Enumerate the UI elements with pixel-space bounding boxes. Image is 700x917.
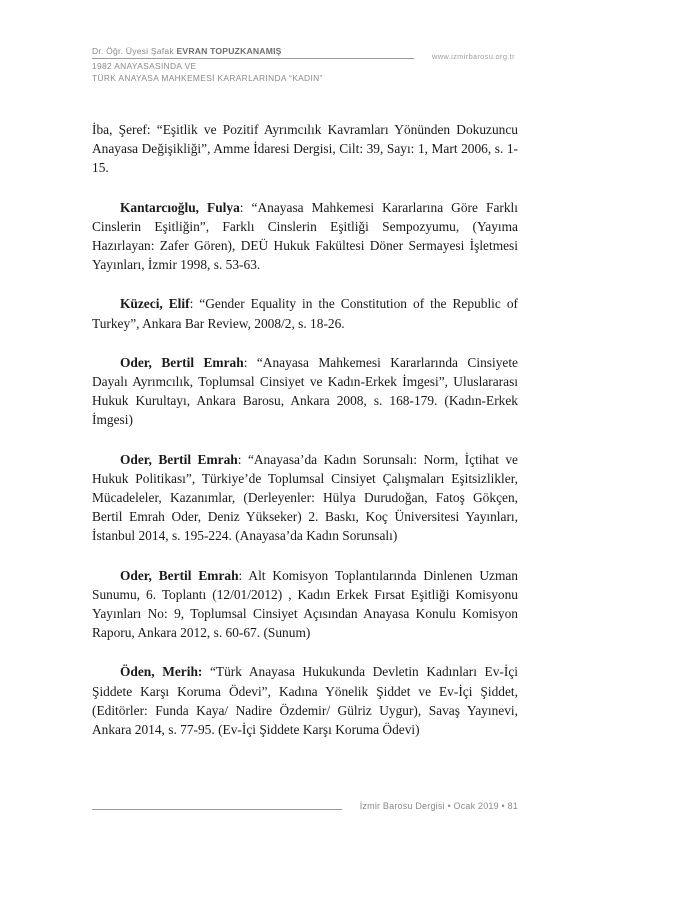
- entry-author: Oder, Bertil Emrah: [120, 567, 239, 583]
- bibliography: [92, 120, 518, 759]
- bibliography-entry: [92, 353, 518, 430]
- bibliography-entry: [92, 566, 518, 643]
- entry-text: : Alt Komisyon Toplantılarında Dinlenen Uzman Sunumu, 6. Toplantı (12/01/2012) , Kadın Erkek Fırsat Eşitliği Komisyonu Yayınları No: 9, Toplumsal Cinsiyet Açısından Anayasa Konulu Komisyon Raporu, Ankara 2012, s. 60-67. (Sunum): [92, 567, 518, 641]
- entry-text: İba, Şeref: “Eşitlik ve Pozitif Ayrımcılık Kavramları Yönünden Dokuzuncu Anayasa Değişikliği”, Amme İdaresi Dergisi, Cilt: 39, Sayı: 1, Mart 2006, s. 1-15.: [92, 122, 518, 176]
- subtitle-line-1: 1982 ANAYASASINDA VE: [92, 61, 197, 71]
- entry-author: Öden, Merih:: [120, 664, 203, 680]
- website-url: www.izmirbarosu.org.tr: [432, 52, 515, 61]
- entry-text: : “Anayasa Mahkemesi Kararlarına Göre Farklı Cinslerin Eşitliğin”, Farklı Cinslerin Eşitliği Sempozyumu, (Yayıma Hazırlayan: Zafer Gören), DEÜ Hukuk Fakültesi Döner Sermayesi İşletmesi Yayınları, İzmir 1998, s. 53-63.: [92, 199, 518, 273]
- subtitle-line-2: TÜRK ANAYASA MAHKEMESİ KARARLARINDA “KADIN”: [92, 72, 323, 83]
- footer-journal-info: İzmir Barosu Dergisi • Ocak 2019 • 81: [359, 801, 518, 811]
- bibliography-entry: [92, 662, 518, 739]
- entry-author: Oder, Bertil Emrah: [120, 354, 244, 370]
- entry-author: Oder, Bertil Emrah: [120, 451, 238, 467]
- header-divider: [92, 58, 414, 59]
- author-prefix: Dr. Öğr. Üyesi Şafak: [92, 46, 174, 56]
- bibliography-entry: [92, 294, 518, 332]
- author-name: EVRAN TOPUZKANAMIŞ: [176, 46, 282, 56]
- bibliography-entry: [92, 120, 518, 178]
- entry-text: : “Anayasa Mahkemesi Kararlarında Cinsiyete Dayalı Ayrımcılık, Toplumsal Cinsiyet ve Kadın-Erkek İmgesi”, Uluslararası Hukuk Kurultayı, Ankara Barosu, Ankara 2008, s. 168-179. (Kadın-Erkek İmgesi): [92, 354, 519, 428]
- entry-author: Kantarcıoğlu, Fulya: [120, 199, 240, 215]
- article-subtitle: [92, 61, 524, 84]
- bibliography-entry: [92, 198, 518, 275]
- bibliography-entry: [92, 450, 518, 546]
- entry-text: “Türk Anayasa Hukukunda Devletin Kadınları Ev-İçi Şiddete Karşı Koruma Ödevi”, Kadına Yönelik Şiddet ve Ev-İçi Şiddet, (Editörler: Funda Kaya/ Nadire Özdemir/ Gülriz Uygur), Savaş Yayınevi, Ankara 2014, s. 77-95. (Ev-İçi Şiddete Karşı Koruma Ödevi): [92, 664, 518, 738]
- header-rule-row: [92, 52, 524, 61]
- page-header: [92, 46, 524, 84]
- entry-text: : “Anayasa’da Kadın Sorunsalı: Norm, İçtihat ve Hukuk Politikası”, Türkiye’de Toplumsal Cinsiyet Çalışmaları Eşitsizlikler, Mücadeleler, Kazanımlar, (Derleyenler: Hülya Durudoğan, Fatoş Gökçen, Bertil Emrah Oder, Deniz Yükseker) 2. Baskı, Koç Üniversitesi Yayınları, İstanbul 2014, s. 195-224. (Anayasa’da Kadın Sorunsalı): [92, 451, 518, 544]
- footer-divider: [92, 809, 342, 810]
- entry-text: : “Gender Equality in the Constitution of the Republic of Turkey”, Ankara Bar Review, 2008/2, s. 18-26.: [92, 296, 518, 331]
- entry-author: Küzeci, Elif: [120, 296, 190, 312]
